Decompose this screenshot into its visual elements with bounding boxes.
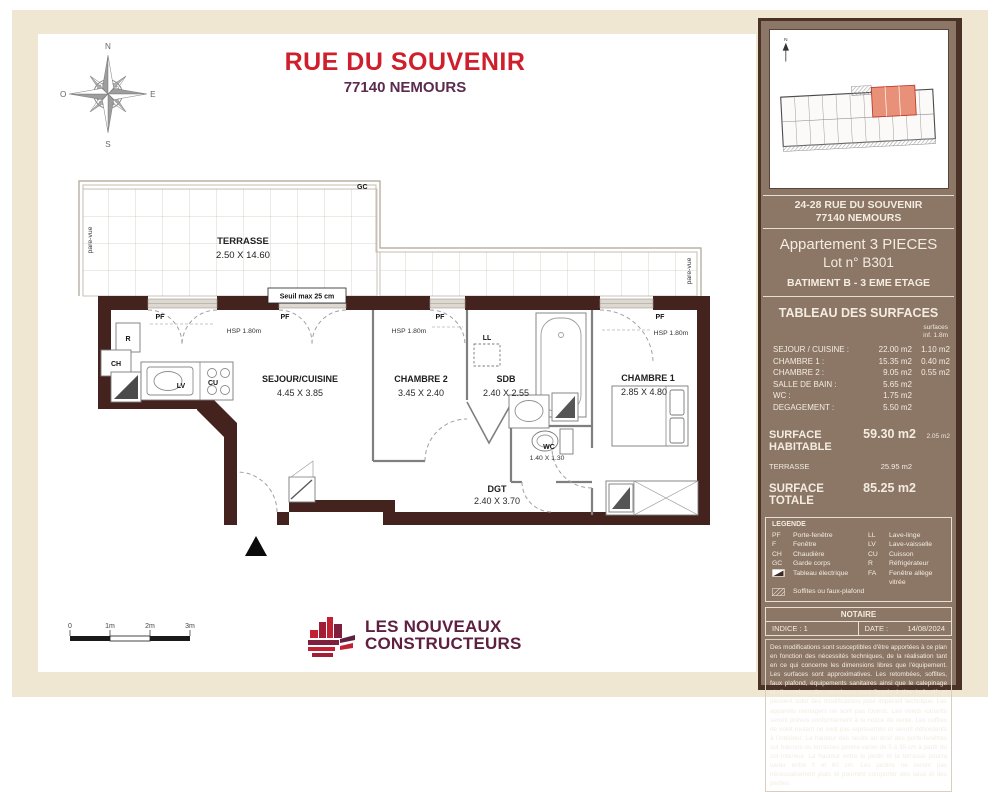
apartment-type: Appartement 3 PIECES xyxy=(779,236,938,253)
pare-vue-left-label: pare-vue xyxy=(87,226,94,254)
floor-plan xyxy=(70,172,718,564)
seuil-label: Seuil max 25 cm xyxy=(279,293,335,301)
hsp-label-2: HSP 1.80m xyxy=(391,328,427,335)
logo-building-icon xyxy=(306,612,356,659)
pf-label-2: PF xyxy=(280,314,290,321)
seuil-note xyxy=(268,288,346,303)
address-line-1: 24-28 RUE DU SOUVENIR xyxy=(794,199,923,211)
chambre1-dims: 2.85 X 4.80 xyxy=(620,387,668,397)
hsp-label-3: HSP 1.80m xyxy=(653,330,689,337)
compass-east-label: E xyxy=(150,90,156,100)
compass-rose xyxy=(55,38,161,150)
terrasse-dims: 2.50 X 14.60 xyxy=(216,250,270,261)
wc-name: WC xyxy=(543,444,555,451)
notaire-bar: NOTAIRE xyxy=(765,607,952,622)
project-address xyxy=(761,196,956,228)
key-plan-north-label: N xyxy=(783,37,788,43)
key-plan-drawing xyxy=(770,30,946,186)
key-plan-building xyxy=(780,82,935,151)
terrasse-name: TERRASSE xyxy=(217,236,269,247)
legend-soffites-icon xyxy=(772,587,791,596)
scale-3m: 3m xyxy=(185,623,195,630)
surfaces-table-title: TABLEAU DES SURFACES xyxy=(778,306,939,320)
pillow-1 xyxy=(670,390,684,415)
entry-electrical-panel xyxy=(289,461,315,502)
compass-west-label: O xyxy=(60,90,67,100)
cooktop-label: CU xyxy=(207,380,219,387)
scale-bar xyxy=(56,618,216,654)
compass-north-label: N xyxy=(105,42,111,52)
table-row: DEGAGEMENT : 5.50 m2 xyxy=(773,402,912,412)
address-line-2: 77140 NEMOURS xyxy=(815,212,902,224)
key-plan-north-arrow xyxy=(782,37,788,62)
surface-totale-row: SURFACE TOTALE 85.25 m2 xyxy=(769,481,916,507)
building-floor: BATIMENT B - 3 EME ETAGE xyxy=(786,277,931,289)
pf-label-4: PF xyxy=(655,314,665,321)
logo-text xyxy=(365,619,522,651)
scale-labels xyxy=(68,623,195,630)
sdb-name: SDB xyxy=(496,374,516,384)
chambre1-name: CHAMBRE 1 xyxy=(621,373,675,383)
pare-vue-right-label: pare-vue xyxy=(686,257,693,285)
lot-number: Lot n° B301 xyxy=(823,255,894,270)
scale-2m: 2m xyxy=(145,623,155,630)
surface-habitable-row: SURFACE HABITABLE 59.30 m2 2.05 m2 xyxy=(769,427,950,453)
garde-corps-label: GC xyxy=(357,184,368,191)
logo-line-1: LES NOUVEAUX xyxy=(365,617,502,637)
legal-disclaimer: Des modifications sont susceptibles d'être apportées à ce plan en fonction des nécessités techniques, de la réalisation tant en ce qui concerne les dimensions libres que l'équipement. Les surfaces sont approximatives. Les retombées, soffites, faux plafond, équipements sanitaires ainsi que le calepinage et dimensions des carrelages sont figurés à titre indicatif, et peuvent subir des modifications pour impératif technique. Les appareils ménagers ne sont pas fournis. Les volets roulants seront prévus conformément à la notice de vente. Les coffres de volet roulant ne sont pas représentés et seront débordants à l'intérieur. La hauteur des seuils au droit des porte-fenêtres sur balcons ou terrasses pourra varier de 5 à 35 cm à partir du sol intérieur. La hauteur entre le jardin et la terrasse pourra varier entre 0 et 60 cm. Les jardins ne seront pas nécessairement plats et pourront comporter des talus et des pentes. xyxy=(765,639,952,792)
legend-electrical-icon xyxy=(772,569,791,588)
sejour-name: SEJOUR/CUISINE xyxy=(261,374,339,384)
table-row: WC : 1.75 m2 xyxy=(773,391,912,400)
hsp-label-1: HSP 1.80m xyxy=(226,328,262,335)
pf-label-3: PF xyxy=(435,314,445,321)
toilet-tank xyxy=(560,429,573,454)
table-row: SEJOUR / CUISINE : 22.00 m2 1.10 m2 xyxy=(773,345,950,354)
page-title: RUE DU SOUVENIR xyxy=(284,48,526,76)
bedroom-fixtures xyxy=(606,386,698,515)
surfaces-note: surfaces inf. 1.8m xyxy=(923,324,948,339)
indice-cell: INDICE : 1 xyxy=(766,622,859,635)
page-subtitle: 77140 NEMOURS xyxy=(343,79,467,96)
wc-dims: 1.40 X 1.30 xyxy=(529,455,565,462)
scale-1m: 1m xyxy=(105,623,115,630)
washer-label: LL xyxy=(482,335,492,342)
date-cell: DATE : 14/08/2024 xyxy=(864,623,945,633)
legend-box: LEGENDE PF Porte-fenêtre LL Lave-linge F Fenêtre LV Lave-vaisselle CH Chaudière CU Cuisson GC Garde corps R Réfrigérateur Tableau électrique FA Fenêtre allège vitrée Soffites ou faux-plafond xyxy=(765,517,952,602)
table-row: CHAMBRE 1 : 15.35 m2 0.40 m2 xyxy=(773,356,950,366)
compass-main-points xyxy=(69,55,146,132)
key-plan-highlighted-unit xyxy=(871,85,916,117)
scale-0: 0 xyxy=(68,623,72,630)
terrace xyxy=(79,181,701,296)
apartment-info xyxy=(761,229,956,273)
legend-grid: PF Porte-fenêtre LL Lave-linge F Fenêtre LV Lave-vaisselle CH Chaudière CU Cuisson GC Garde corps R Réfrigérateur Tableau électrique FA Fenêtre allège vitrée Soffites ou faux-plafond xyxy=(772,532,933,596)
chambre2-dims: 3.45 X 2.40 xyxy=(397,388,445,398)
kitchen-counter xyxy=(141,362,233,400)
pillow-2 xyxy=(670,418,684,443)
sejour-dims: 4.45 X 3.85 xyxy=(276,388,324,398)
boiler-label: CH xyxy=(110,361,122,368)
pf-label-1: PF xyxy=(155,314,165,321)
dgt-dims: 2.40 X 3.70 xyxy=(473,496,521,506)
washing-machine xyxy=(474,344,500,366)
surface-terrasse-row: TERRASSE 25.95 m2 xyxy=(769,462,912,471)
table-row: CHAMBRE 2 : 9.05 m2 0.55 m2 xyxy=(773,368,950,377)
company-logo xyxy=(306,612,522,659)
scale-ticks xyxy=(70,630,190,636)
dishwasher-label: LV xyxy=(176,383,186,390)
entry-marker xyxy=(245,536,267,556)
compass-south-label: S xyxy=(105,139,111,149)
fridge-label: R xyxy=(125,336,131,343)
surfaces-table xyxy=(761,344,956,413)
info-sidebar xyxy=(758,18,962,788)
indice-date-row xyxy=(765,622,952,636)
key-plan xyxy=(769,29,949,189)
dgt-name: DGT xyxy=(487,484,507,494)
logo-line-2: CONSTRUCTEURS xyxy=(365,633,522,653)
sdb-dims: 2.40 X 2.55 xyxy=(482,388,530,398)
chambre2-name: CHAMBRE 2 xyxy=(394,374,448,384)
table-row: SALLE DE BAIN : 5.65 m2 xyxy=(773,379,912,389)
